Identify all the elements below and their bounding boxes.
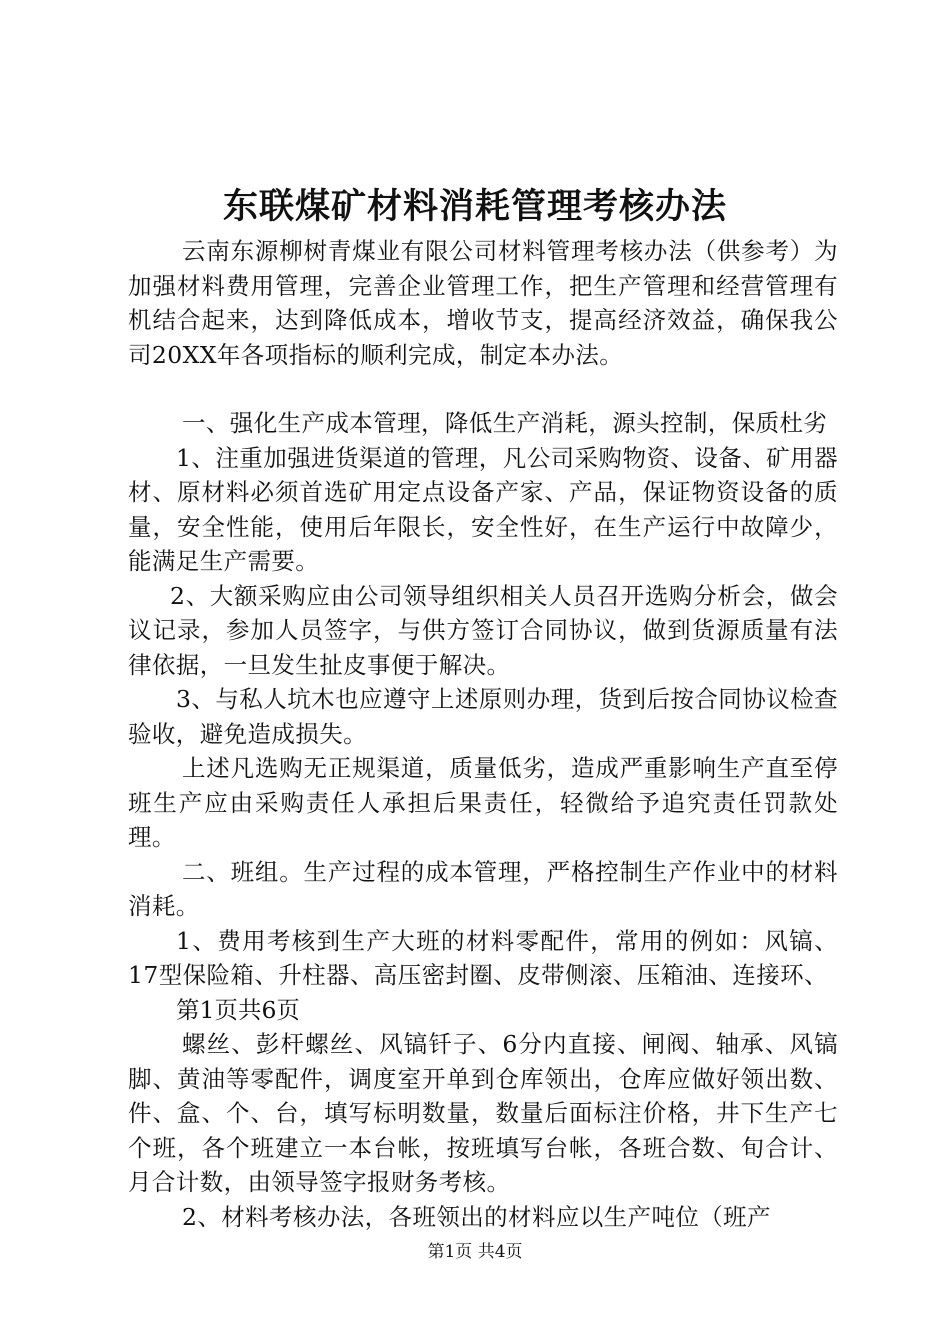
paragraph-item-2: 2、大额采购应由公司领导组织相关人员召开选购分析会，做会议记录，参加人员签字，与供方签订合同协议，做到货源质量有法律依据，一旦发生扯皮事便于解决。 <box>128 581 838 679</box>
paragraph-item-1: 1、注重加强进货渠道的管理，凡公司采购物资、设备、矿用器材、原材料必须首选矿用定点设备产家、产品，保证物资设备的质量，安全性能，使用后年限长，安全性好，在生产运行中故障少，能满足生产需要。 <box>128 443 838 575</box>
paragraph-item-3: 3、与私人坑木也应遵守上述原则办理，货到后按合同协议检查验收，避免造成损失。 <box>128 685 838 748</box>
document-body <box>128 234 838 1234</box>
paragraph-item-5: 2、材料考核办法，各班领出的材料应以生产吨位（班产 <box>182 1202 771 1231</box>
paragraph-item-4: 1、费用考核到生产大班的材料零配件，常用的例如：风镐、17型保险箱、升柱器、高压密封圈、皮带侧滚、压箱油、连接环、 <box>128 926 838 989</box>
section-heading-1: 一、强化生产成本管理，降低生产消耗，源头控制，保质杜劣 <box>182 409 828 437</box>
paragraph-penalty: 上述凡选购无正规渠道，质量低劣，造成严重影响生产直至停班生产应由采购责任人承担后果责任，轻微给予追究责任罚款处理。 <box>128 754 838 851</box>
section-heading-2: 二、班组。生产过程的成本管理，严格控制生产作业中的材料消耗。 <box>128 857 838 920</box>
page-footer: 第1页 共4页 <box>427 1242 523 1262</box>
document-title: 东联煤矿材料消耗管理考核办法 <box>222 186 727 227</box>
inner-page-marker: 第1页共6页 <box>176 995 300 1024</box>
paragraph-parts-list: 螺丝、彭杆螺丝、风镐钎子、6分内直接、闸阀、轴承、风镐脚、黄油等零配件，调度室开单到仓库领出，仓库应做好领出数、件、盒、个、台，填写标明数量，数量后面标注价格，井下生产七个班，各个班建立一本台帐，按班填写台帐，各班合数、旬合计、月合计数，由领导签字报财务考核。 <box>128 1030 838 1196</box>
intro-paragraph: 云南东源柳树青煤业有限公司材料管理考核办法（供参考）为加强材料费用管理，完善企业管理工作，把生产管理和经营管理有机结合起来，达到降低成本，增收节支，提高经济效益，确保我公司20XX年各项指标的顺利完成，制定本办法。 <box>128 237 838 369</box>
